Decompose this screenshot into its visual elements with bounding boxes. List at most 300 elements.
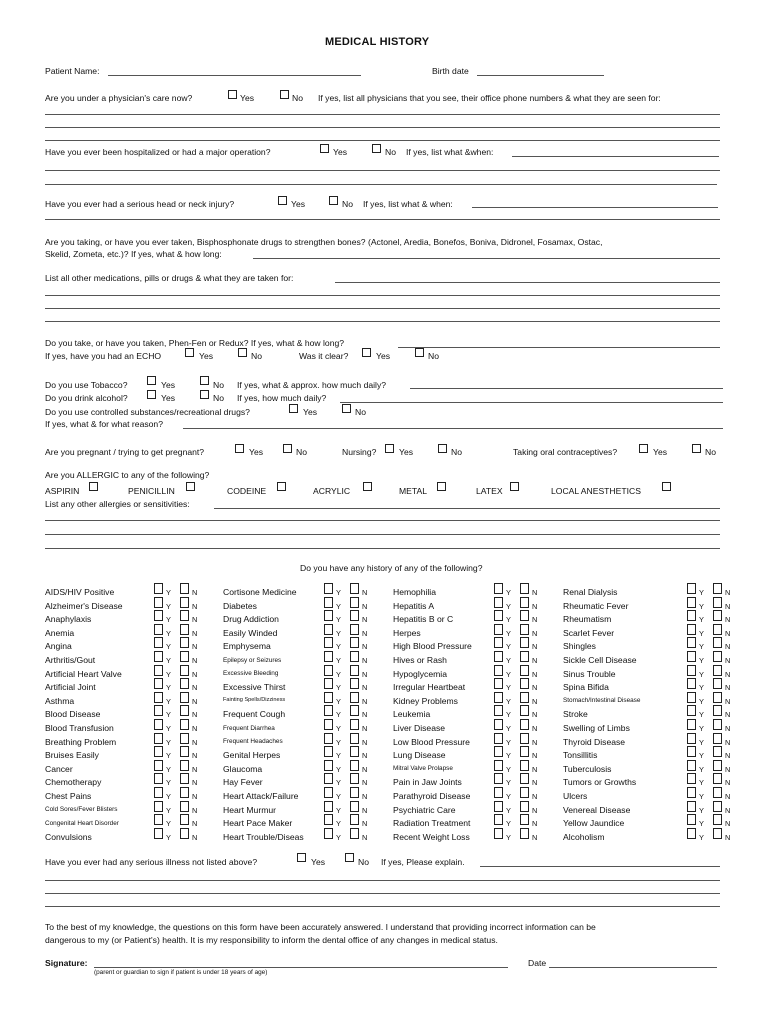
condition-label-blood-disease: Blood Disease [45, 709, 101, 720]
condition-aids-hiv-positive-yes-checkbox[interactable] [154, 583, 163, 594]
yes-short-label: Y [336, 778, 341, 788]
condition-artificial-heart-valve-no-checkbox[interactable] [180, 665, 189, 676]
condition-radiation-treatment-no-checkbox[interactable] [520, 814, 529, 825]
hospital-line-1[interactable] [45, 170, 720, 171]
yes-short-label: Y [166, 778, 171, 788]
hospital-yes-checkbox[interactable] [320, 144, 329, 153]
allergies-line-3[interactable] [45, 548, 720, 549]
tobacco-field[interactable] [410, 388, 723, 389]
condition-hemophilia-no-checkbox[interactable] [520, 583, 529, 594]
condition-frequent-cough-no-checkbox[interactable] [350, 705, 359, 716]
condition-label-anaphylaxis: Anaphylaxis [45, 614, 92, 625]
condition-tonsillitis-yes-checkbox[interactable] [687, 746, 696, 757]
no-short-label: N [362, 628, 368, 638]
condition-label-kidney-problems: Kidney Problems [393, 695, 458, 706]
question-other-illness: Have you ever had any serious illness not listed above? [45, 857, 258, 867]
condition-pain-in-jaw-joints-yes-checkbox[interactable] [494, 773, 503, 784]
condition-cold-sores-fever-blisters-no-checkbox[interactable] [180, 801, 189, 812]
condition-renal-dialysis-no-checkbox[interactable] [713, 583, 722, 594]
no-label: No [213, 393, 224, 403]
head-injury-followup: If yes, list what & when: [363, 199, 453, 209]
condition-label-sinus-trouble: Sinus Trouble [563, 668, 616, 679]
allergen-penicillin-checkbox[interactable] [186, 482, 195, 491]
condition-diabetes-no-checkbox[interactable] [350, 597, 359, 608]
condition-label-arthritis-gout: Arthritis/Gout [45, 655, 96, 665]
allergen-local-anesthetics-label: LOCAL ANESTHETICS [551, 486, 641, 496]
contraceptives-yes-checkbox[interactable] [639, 444, 648, 453]
patient-name-label: Patient Name: [45, 66, 100, 76]
condition-frequent-diarrhea-yes-checkbox[interactable] [324, 719, 333, 730]
condition-excessive-bleeding-yes-checkbox[interactable] [324, 665, 333, 676]
question-other-allergies: List any other allergies or sensitivities: [45, 499, 190, 509]
condition-hepatitis-b-or-c-no-checkbox[interactable] [520, 610, 529, 621]
condition-hypoglycemia-no-checkbox[interactable] [520, 665, 529, 676]
no-short-label: N [725, 792, 731, 801]
no-short-label: N [532, 751, 538, 761]
other-meds-field[interactable] [335, 282, 720, 283]
condition-anaphylaxis-yes-checkbox[interactable] [154, 610, 163, 621]
other-illness-field[interactable] [480, 866, 720, 867]
condition-label-hepatitis-a: Hepatitis A [393, 600, 435, 611]
condition-tumors-or-growths-no-checkbox[interactable] [713, 773, 722, 784]
condition-label-easily-winded: Easily Winded [223, 627, 278, 638]
tobacco-followup: If yes, what & approx. how much daily? [237, 380, 387, 390]
condition-diabetes-yes-checkbox[interactable] [324, 597, 333, 608]
condition-renal-dialysis-yes-checkbox[interactable] [687, 583, 696, 594]
condition-congenital-heart-disorder-yes-checkbox[interactable] [154, 814, 163, 825]
condition-angina-yes-checkbox[interactable] [154, 637, 163, 648]
condition-psychiatric-care-yes-checkbox[interactable] [494, 801, 503, 812]
condition-genital-herpes-no-checkbox[interactable] [350, 746, 359, 757]
condition-angina-no-checkbox[interactable] [180, 637, 189, 648]
tobacco-yes-checkbox[interactable] [147, 376, 156, 385]
yes-short-label: Y [506, 778, 511, 788]
condition-alcoholism-yes-checkbox[interactable] [687, 828, 696, 839]
condition-alzheimer-s-disease-no-checkbox[interactable] [180, 597, 189, 608]
date-field[interactable] [549, 967, 717, 968]
hospital-field[interactable] [512, 156, 719, 157]
no-short-label: N [362, 819, 368, 829]
condition-scarlet-fever-no-checkbox[interactable] [713, 624, 722, 635]
condition-swelling-of-limbs-yes-checkbox[interactable] [687, 719, 696, 730]
condition-label-ulcers: Ulcers [563, 791, 588, 801]
no-short-label: N [725, 751, 731, 761]
yes-short-label: Y [336, 601, 341, 611]
yes-short-label: Y [336, 710, 341, 720]
condition-heart-trouble-diseas-no-checkbox[interactable] [350, 828, 359, 839]
no-short-label: N [725, 656, 731, 665]
condition-artificial-heart-valve-yes-checkbox[interactable] [154, 665, 163, 676]
condition-breathing-problem-yes-checkbox[interactable] [154, 733, 163, 744]
condition-stomach-intestinal-disease-yes-checkbox[interactable] [687, 692, 696, 703]
condition-mitral-valve-prolapse-yes-checkbox[interactable] [494, 760, 503, 771]
condition-label-frequent-diarrhea: Frequent Diarrhea [223, 724, 275, 732]
condition-aids-hiv-positive-no-checkbox[interactable] [180, 583, 189, 594]
condition-cold-sores-fever-blisters-yes-checkbox[interactable] [154, 801, 163, 812]
yes-label: Yes [240, 93, 255, 103]
yes-short-label: Y [506, 669, 511, 679]
condition-artificial-joint-no-checkbox[interactable] [180, 678, 189, 689]
condition-bruises-easily-yes-checkbox[interactable] [154, 746, 163, 757]
condition-convulsions-no-checkbox[interactable] [180, 828, 189, 839]
no-short-label: N [725, 805, 731, 815]
yes-short-label: Y [336, 696, 341, 706]
condition-cortisone-medicine-no-checkbox[interactable] [350, 583, 359, 594]
no-short-label: N [725, 601, 731, 611]
condition-easily-winded-no-checkbox[interactable] [350, 624, 359, 635]
birth-date-field[interactable] [477, 75, 604, 76]
condition-tumors-or-growths-yes-checkbox[interactable] [687, 773, 696, 784]
echo-clear-yes-checkbox[interactable] [362, 348, 371, 357]
no-short-label: N [725, 669, 731, 679]
condition-hepatitis-b-or-c-yes-checkbox[interactable] [494, 610, 503, 621]
condition-sinus-trouble-yes-checkbox[interactable] [687, 665, 696, 676]
condition-pain-in-jaw-joints-no-checkbox[interactable] [520, 773, 529, 784]
condition-thyroid-disease-no-checkbox[interactable] [713, 733, 722, 744]
condition-heart-murmur-yes-checkbox[interactable] [324, 801, 333, 812]
condition-high-blood-pressure-yes-checkbox[interactable] [494, 637, 503, 648]
substances-field[interactable] [183, 428, 723, 429]
condition-label-congenital-heart-disorder: Congenital Heart Disorder [45, 819, 119, 827]
yes-short-label: Y [699, 683, 704, 693]
condition-blood-transfusion-no-checkbox[interactable] [180, 719, 189, 730]
patient-name-field[interactable] [108, 75, 361, 76]
condition-alcoholism-no-checkbox[interactable] [713, 828, 722, 839]
condition-congenital-heart-disorder-no-checkbox[interactable] [180, 814, 189, 825]
condition-hives-or-rash-yes-checkbox[interactable] [494, 651, 503, 662]
condition-lung-disease-yes-checkbox[interactable] [494, 746, 503, 757]
condition-yellow-jaundice-yes-checkbox[interactable] [687, 814, 696, 825]
condition-shingles-yes-checkbox[interactable] [687, 637, 696, 648]
condition-cancer-no-checkbox[interactable] [180, 760, 189, 771]
condition-tonsillitis-no-checkbox[interactable] [713, 746, 722, 757]
condition-radiation-treatment-yes-checkbox[interactable] [494, 814, 503, 825]
condition-stroke-no-checkbox[interactable] [713, 705, 722, 716]
condition-label-leukemia: Leukemia [393, 709, 431, 720]
echo-no-checkbox[interactable] [238, 348, 247, 357]
yes-short-label: Y [166, 764, 171, 774]
hospital-no-checkbox[interactable] [372, 144, 381, 153]
echo-clear-no-checkbox[interactable] [415, 348, 424, 357]
condition-psychiatric-care-no-checkbox[interactable] [520, 801, 529, 812]
condition-arthritis-gout-no-checkbox[interactable] [180, 651, 189, 662]
condition-herpes-yes-checkbox[interactable] [494, 624, 503, 635]
other-meds-line-2[interactable] [45, 308, 720, 309]
condition-rheumatic-fever-yes-checkbox[interactable] [687, 597, 696, 608]
physician-line-2[interactable] [45, 127, 720, 128]
condition-hepatitis-a-no-checkbox[interactable] [520, 597, 529, 608]
yes-short-label: Y [166, 615, 171, 625]
condition-sickle-cell-disease-yes-checkbox[interactable] [687, 651, 696, 662]
hospital-line-2[interactable] [45, 184, 717, 185]
condition-mitral-valve-prolapse-no-checkbox[interactable] [520, 760, 529, 771]
condition-arthritis-gout-yes-checkbox[interactable] [154, 651, 163, 662]
question-phenfen: Do you take, or have you taken, Phen-Fen or Redux? If yes, what & how long? [45, 338, 345, 348]
no-short-label: N [362, 737, 368, 747]
no-short-label: N [725, 737, 731, 747]
condition-tuberculosis-yes-checkbox[interactable] [687, 760, 696, 771]
tobacco-no-checkbox[interactable] [200, 376, 209, 385]
echo-yes-checkbox[interactable] [185, 348, 194, 357]
condition-label-heart-trouble-diseas: Heart Trouble/Diseas [223, 831, 304, 842]
condition-chest-pains-yes-checkbox[interactable] [154, 787, 163, 798]
yes-short-label: Y [506, 832, 511, 842]
substances-yes-checkbox[interactable] [289, 404, 298, 413]
no-short-label: N [362, 615, 368, 625]
condition-epilepsy-or-seizures-yes-checkbox[interactable] [324, 651, 333, 662]
physician-yes-checkbox[interactable] [228, 90, 237, 99]
condition-liver-disease-no-checkbox[interactable] [520, 719, 529, 730]
yes-short-label: Y [166, 710, 171, 720]
condition-fainting-spells-dizziness-no-checkbox[interactable] [350, 692, 359, 703]
condition-cancer-yes-checkbox[interactable] [154, 760, 163, 771]
condition-venereal-disease-no-checkbox[interactable] [713, 801, 722, 812]
statement-line-2: dangerous to my (or Patient's) health. It is my responsibility to inform the dental office of any changes in medical status. [45, 935, 498, 945]
condition-scarlet-fever-yes-checkbox[interactable] [687, 624, 696, 635]
question-pregnant: Are you pregnant / trying to get pregnant? [45, 447, 205, 457]
no-short-label: N [192, 819, 198, 829]
condition-cortisone-medicine-yes-checkbox[interactable] [324, 583, 333, 594]
yes-short-label: Y [699, 615, 704, 625]
condition-excessive-thirst-yes-checkbox[interactable] [324, 678, 333, 689]
condition-blood-transfusion-yes-checkbox[interactable] [154, 719, 163, 730]
no-short-label: N [192, 628, 198, 638]
pregnant-no-checkbox[interactable] [283, 444, 292, 453]
other-illness-line-3[interactable] [45, 906, 720, 907]
condition-hay-fever-yes-checkbox[interactable] [324, 773, 333, 784]
other-illness-yes-checkbox[interactable] [297, 853, 306, 862]
condition-fainting-spells-dizziness-yes-checkbox[interactable] [324, 692, 333, 703]
condition-frequent-cough-yes-checkbox[interactable] [324, 705, 333, 716]
condition-frequent-headaches-no-checkbox[interactable] [350, 733, 359, 744]
condition-heart-pace-maker-yes-checkbox[interactable] [324, 814, 333, 825]
condition-label-hives-or-rash: Hives or Rash [393, 655, 447, 665]
condition-emphysema-yes-checkbox[interactable] [324, 637, 333, 648]
condition-hepatitis-a-yes-checkbox[interactable] [494, 597, 503, 608]
yes-short-label: Y [166, 656, 171, 665]
condition-label-venereal-disease: Venereal Disease [563, 804, 631, 815]
condition-lung-disease-no-checkbox[interactable] [520, 746, 529, 757]
condition-stroke-yes-checkbox[interactable] [687, 705, 696, 716]
condition-recent-weight-loss-no-checkbox[interactable] [520, 828, 529, 839]
nursing-no-checkbox[interactable] [438, 444, 447, 453]
yes-short-label: Y [699, 805, 704, 815]
condition-label-stroke: Stroke [563, 709, 588, 720]
allergen-acrylic-checkbox[interactable] [363, 482, 372, 491]
yes-short-label: Y [699, 656, 704, 665]
allergen-metal-checkbox[interactable] [437, 482, 446, 491]
condition-label-irregular-heartbeat: Irregular Heartbeat [393, 682, 466, 693]
condition-heart-pace-maker-no-checkbox[interactable] [350, 814, 359, 825]
condition-asthma-no-checkbox[interactable] [180, 692, 189, 703]
condition-artificial-joint-yes-checkbox[interactable] [154, 678, 163, 689]
pregnant-yes-checkbox[interactable] [235, 444, 244, 453]
condition-heart-murmur-no-checkbox[interactable] [350, 801, 359, 812]
no-short-label: N [725, 628, 731, 638]
nursing-yes-checkbox[interactable] [385, 444, 394, 453]
condition-blood-disease-yes-checkbox[interactable] [154, 705, 163, 716]
head-injury-field[interactable] [472, 207, 718, 208]
condition-herpes-no-checkbox[interactable] [520, 624, 529, 635]
condition-tuberculosis-no-checkbox[interactable] [713, 760, 722, 771]
condition-kidney-problems-yes-checkbox[interactable] [494, 692, 503, 703]
condition-recent-weight-loss-yes-checkbox[interactable] [494, 828, 503, 839]
other-illness-line-2[interactable] [45, 893, 720, 894]
condition-thyroid-disease-yes-checkbox[interactable] [687, 733, 696, 744]
no-short-label: N [192, 656, 198, 665]
allergen-codeine-checkbox[interactable] [277, 482, 286, 491]
alcohol-field[interactable] [340, 402, 723, 403]
condition-glaucoma-yes-checkbox[interactable] [324, 760, 333, 771]
other-illness-no-checkbox[interactable] [345, 853, 354, 862]
condition-genital-herpes-yes-checkbox[interactable] [324, 746, 333, 757]
condition-frequent-headaches-yes-checkbox[interactable] [324, 733, 333, 744]
condition-excessive-bleeding-no-checkbox[interactable] [350, 665, 359, 676]
condition-rheumatic-fever-no-checkbox[interactable] [713, 597, 722, 608]
condition-breathing-problem-no-checkbox[interactable] [180, 733, 189, 744]
yes-short-label: Y [336, 642, 341, 652]
alcohol-yes-checkbox[interactable] [147, 390, 156, 399]
condition-label-parathyroid-disease: Parathyroid Disease [393, 791, 471, 801]
alcohol-no-checkbox[interactable] [200, 390, 209, 399]
other-meds-line-3[interactable] [45, 321, 720, 322]
condition-drug-addiction-yes-checkbox[interactable] [324, 610, 333, 621]
condition-convulsions-yes-checkbox[interactable] [154, 828, 163, 839]
no-label: No [385, 147, 396, 157]
no-short-label: N [532, 615, 538, 625]
other-meds-line-1[interactable] [45, 295, 720, 296]
condition-spina-bifida-yes-checkbox[interactable] [687, 678, 696, 689]
condition-easily-winded-yes-checkbox[interactable] [324, 624, 333, 635]
condition-emphysema-no-checkbox[interactable] [350, 637, 359, 648]
condition-label-rheumatism: Rheumatism [563, 614, 612, 625]
yes-short-label: Y [336, 832, 341, 842]
condition-low-blood-pressure-yes-checkbox[interactable] [494, 733, 503, 744]
condition-rheumatism-no-checkbox[interactable] [713, 610, 722, 621]
no-short-label: N [192, 683, 198, 693]
no-short-label: N [192, 669, 198, 679]
phenfen-field[interactable] [398, 347, 720, 348]
condition-stomach-intestinal-disease-no-checkbox[interactable] [713, 692, 722, 703]
condition-label-hypoglycemia: Hypoglycemia [393, 668, 447, 679]
no-short-label: N [532, 601, 538, 611]
physician-line-1[interactable] [45, 114, 720, 115]
head-injury-line-1[interactable] [45, 219, 720, 220]
condition-frequent-diarrhea-no-checkbox[interactable] [350, 719, 359, 730]
condition-heart-attack-failure-yes-checkbox[interactable] [324, 787, 333, 798]
physician-no-checkbox[interactable] [280, 90, 289, 99]
condition-low-blood-pressure-no-checkbox[interactable] [520, 733, 529, 744]
no-short-label: N [532, 710, 538, 720]
condition-glaucoma-no-checkbox[interactable] [350, 760, 359, 771]
condition-chemotherapy-yes-checkbox[interactable] [154, 773, 163, 784]
condition-leukemia-no-checkbox[interactable] [520, 705, 529, 716]
physician-line-3[interactable] [45, 140, 720, 141]
no-short-label: N [725, 724, 731, 733]
condition-heart-trouble-diseas-yes-checkbox[interactable] [324, 828, 333, 839]
allergies-line-1[interactable] [45, 520, 720, 521]
allergen-latex-checkbox[interactable] [510, 482, 519, 491]
condition-hay-fever-no-checkbox[interactable] [350, 773, 359, 784]
no-label: No [213, 380, 224, 390]
allergen-aspirin-checkbox[interactable] [89, 482, 98, 491]
condition-sickle-cell-disease-no-checkbox[interactable] [713, 651, 722, 662]
condition-anemia-no-checkbox[interactable] [180, 624, 189, 635]
condition-sinus-trouble-no-checkbox[interactable] [713, 665, 722, 676]
condition-rheumatism-yes-checkbox[interactable] [687, 610, 696, 621]
condition-epilepsy-or-seizures-no-checkbox[interactable] [350, 651, 359, 662]
condition-bruises-easily-no-checkbox[interactable] [180, 746, 189, 757]
allergen-local-anesthetics-checkbox[interactable] [662, 482, 671, 491]
condition-hemophilia-yes-checkbox[interactable] [494, 583, 503, 594]
physician-followup: If yes, list all physicians that you see, their office phone numbers & what they are seen for: [318, 93, 661, 103]
condition-venereal-disease-yes-checkbox[interactable] [687, 801, 696, 812]
bisphosphonate-field[interactable] [253, 258, 720, 259]
signature-note: (parent or guardian to sign if patient is under 18 years of age) [94, 969, 268, 976]
condition-kidney-problems-no-checkbox[interactable] [520, 692, 529, 703]
condition-anemia-yes-checkbox[interactable] [154, 624, 163, 635]
head-injury-no-checkbox[interactable] [329, 196, 338, 205]
condition-alzheimer-s-disease-yes-checkbox[interactable] [154, 597, 163, 608]
yes-short-label: Y [699, 832, 704, 842]
condition-yellow-jaundice-no-checkbox[interactable] [713, 814, 722, 825]
other-illness-line-1[interactable] [45, 880, 720, 881]
other-allergies-field[interactable] [214, 508, 720, 509]
no-short-label: N [362, 642, 368, 652]
condition-ulcers-no-checkbox[interactable] [713, 787, 722, 798]
condition-hypoglycemia-yes-checkbox[interactable] [494, 665, 503, 676]
condition-asthma-yes-checkbox[interactable] [154, 692, 163, 703]
question-echo: If yes, have you had an ECHO [45, 351, 162, 361]
condition-hives-or-rash-no-checkbox[interactable] [520, 651, 529, 662]
condition-chest-pains-no-checkbox[interactable] [180, 787, 189, 798]
question-echo-clear: Was it clear? [299, 351, 349, 361]
condition-drug-addiction-no-checkbox[interactable] [350, 610, 359, 621]
condition-shingles-no-checkbox[interactable] [713, 637, 722, 648]
condition-spina-bifida-no-checkbox[interactable] [713, 678, 722, 689]
condition-label-anemia: Anemia [45, 627, 75, 638]
condition-anaphylaxis-no-checkbox[interactable] [180, 610, 189, 621]
condition-leukemia-yes-checkbox[interactable] [494, 705, 503, 716]
condition-ulcers-yes-checkbox[interactable] [687, 787, 696, 798]
allergies-line-2[interactable] [45, 534, 720, 535]
condition-blood-disease-no-checkbox[interactable] [180, 705, 189, 716]
condition-swelling-of-limbs-no-checkbox[interactable] [713, 719, 722, 730]
condition-label-epilepsy-or-seizures: Epilepsy or Seizures [223, 656, 282, 664]
substances-no-checkbox[interactable] [342, 404, 351, 413]
condition-chemotherapy-no-checkbox[interactable] [180, 773, 189, 784]
yes-short-label: Y [699, 737, 704, 747]
yes-short-label: Y [506, 792, 511, 801]
condition-irregular-heartbeat-no-checkbox[interactable] [520, 678, 529, 689]
condition-high-blood-pressure-no-checkbox[interactable] [520, 637, 529, 648]
no-short-label: N [362, 792, 368, 801]
yes-short-label: Y [336, 628, 341, 638]
yes-short-label: Y [166, 683, 171, 693]
condition-liver-disease-yes-checkbox[interactable] [494, 719, 503, 730]
contraceptives-no-checkbox[interactable] [692, 444, 701, 453]
signature-field[interactable] [94, 967, 508, 968]
no-short-label: N [725, 710, 731, 720]
condition-irregular-heartbeat-yes-checkbox[interactable] [494, 678, 503, 689]
condition-parathyroid-disease-yes-checkbox[interactable] [494, 787, 503, 798]
condition-heart-attack-failure-no-checkbox[interactable] [350, 787, 359, 798]
no-short-label: N [192, 642, 198, 652]
condition-excessive-thirst-no-checkbox[interactable] [350, 678, 359, 689]
no-short-label: N [532, 669, 538, 679]
head-injury-yes-checkbox[interactable] [278, 196, 287, 205]
condition-parathyroid-disease-no-checkbox[interactable] [520, 787, 529, 798]
